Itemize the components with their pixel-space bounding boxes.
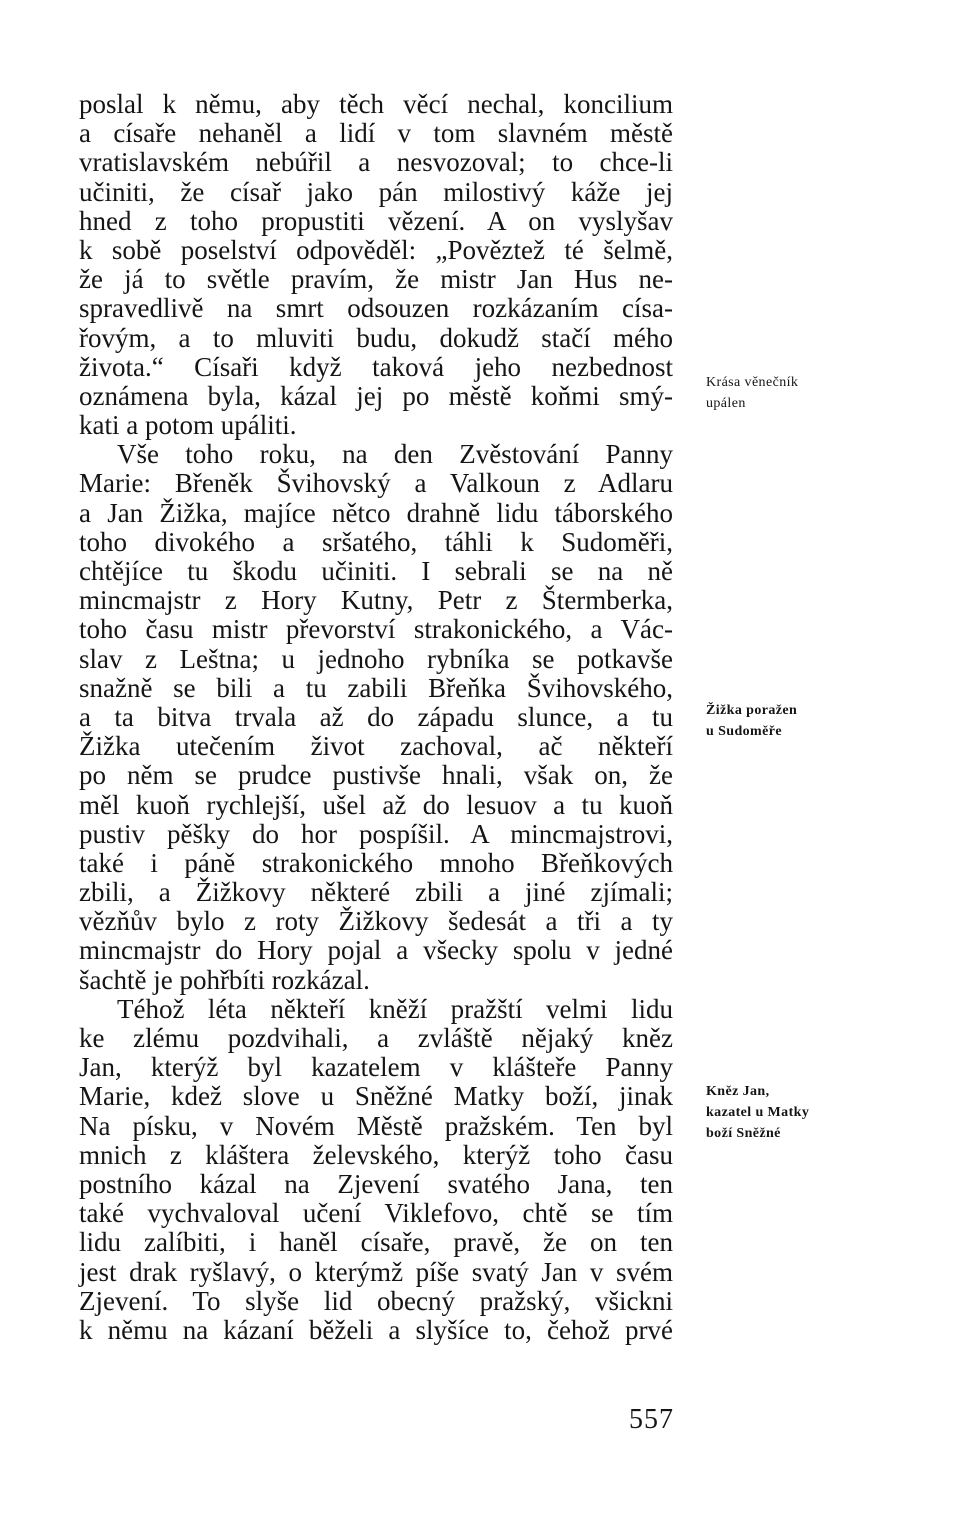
text-line: ke zlému pozdvihali, a zvláště nějaký kněz (79, 1023, 673, 1053)
text-line: k němu na kázaní běželi a slyšíce to, čehož prvé (79, 1314, 673, 1345)
marginal-note-priest-jan (706, 1081, 856, 1144)
text-line: měl kuoň rychlejší, ušel až do lesuov a tu kuoň (79, 789, 673, 820)
text-line: a Jan Žižka, majíce nětco drahně lidu táborského (79, 497, 673, 528)
text-line: spravedlivě na smrt odsouzen rozkázaním císa- (79, 293, 673, 324)
text-line: oznámena byla, kázal jej po městě koňmi smý- (79, 380, 673, 411)
marginal-note-line: upálen (706, 396, 746, 411)
page-number: 557 (629, 1404, 674, 1435)
text-line: také vychvaloval učení Viklefovo, chtě se tím (79, 1198, 673, 1229)
text-line: toho divokého a sršatého, táhli k Sudoměři, (79, 526, 673, 557)
text-line: snažně se bili a tu zabili Břeňka Švihovského, (79, 672, 673, 703)
text-line: řovým, a to mluviti budu, dokudž stačí mého (79, 322, 673, 353)
text-line: vězňův bylo z roty Žižkovy šedesát a tři a ty (79, 906, 673, 937)
marginal-note-zizka-defeated (706, 700, 856, 742)
main-text-column (79, 90, 673, 1345)
text-line: jest drak ryšlavý, o kterýmž píše svatý Jan v svém (79, 1256, 673, 1287)
text-line: chtějíce tu škodu učiniti. I sebrali se na ně (79, 556, 673, 586)
text-line: lidu zalíbiti, i haněl císaře, pravě, že on ten (79, 1227, 673, 1258)
text-line: Na písku, v Novém Městě pražském. Ten byl (79, 1110, 673, 1141)
text-line: života.“ Císaři když taková jeho nezbednost (79, 351, 673, 382)
text-line: učiniti, že císař jako pán milostivý káže jej (79, 176, 673, 207)
text-line: mincmajstr do Hory pojal a všecky spolu v jedné (79, 935, 673, 966)
text-line: slav z Leštna; u jednoho rybníka se potkavše (79, 643, 673, 674)
marginal-note-line: boží Sněžné (706, 1126, 781, 1141)
text-line: kati a potom upáliti. (79, 410, 297, 441)
text-line: Jan, kterýž byl kazatelem v klášteře Panny (79, 1052, 673, 1083)
text-line: zbili, a Žižkovy některé zbili a jiné zjímali; (79, 877, 673, 908)
text-line: a císaře nehaněl a lidí v tom slavném městě (79, 118, 673, 149)
marginal-note-line: Kněz Jan, (706, 1084, 770, 1099)
text-line: poslal k němu, aby těch věcí nechal, koncilium (79, 89, 673, 119)
text-line: Žižka utečením život zachoval, ač někteří (79, 731, 673, 762)
text-line: k sobě poselství odpověděl: „Pověztež té šelmě, (79, 234, 673, 265)
text-line: šachtě je pohřbíti rozkázal. (79, 964, 370, 995)
text-line: mnich z kláštera želevského, kterýž toho času (79, 1139, 673, 1170)
text-line: Zjevení. To slyše lid obecný pražský, všickni (79, 1285, 673, 1316)
text-line: postního kázal na Zjevení svatého Jana, ten (79, 1168, 673, 1199)
text-line: také i páně strakonického mnoho Břeňkových (79, 847, 673, 878)
marginal-note-line: u Sudoměře (706, 724, 782, 739)
text-line: mincmajstr z Hory Kutny, Petr z Štermberka, (79, 585, 673, 616)
text-line: Marie: Břeněk Švihovský a Valkoun z Adlaru (79, 468, 673, 499)
marginal-note-line: Krása věnečník (706, 375, 799, 390)
text-line: že já to světle pravím, že mistr Jan Hus ne- (79, 264, 673, 295)
marginal-note-line: Žižka poražen (706, 703, 798, 718)
text-line: a ta bitva trvala až do západu slunce, a tu (79, 701, 673, 732)
text-line: vratislavském nebúřil a nesvozoval; to chce-li (79, 147, 673, 178)
text-line: Téhož léta někteří kněží pražští velmi lidu (117, 993, 673, 1024)
text-line: Marie, kdež slove u Sněžné Matky boží, jinak (79, 1081, 673, 1112)
text-line: hned z toho propustiti vězení. A on vyslyšav (79, 205, 673, 236)
text-line: pustiv pěšky do hor pospíšil. A mincmajstrovi, (79, 818, 673, 849)
marginal-note-line: kazatel u Matky (706, 1105, 810, 1120)
text-line: Vše toho roku, na den Zvěstování Panny (117, 439, 673, 470)
text-line: toho času mistr převorství strakonického, a Vác- (79, 614, 673, 645)
text-line: po něm se prudce pustivše hnali, však on, že (79, 760, 673, 791)
marginal-note-crown-maker (706, 372, 856, 414)
